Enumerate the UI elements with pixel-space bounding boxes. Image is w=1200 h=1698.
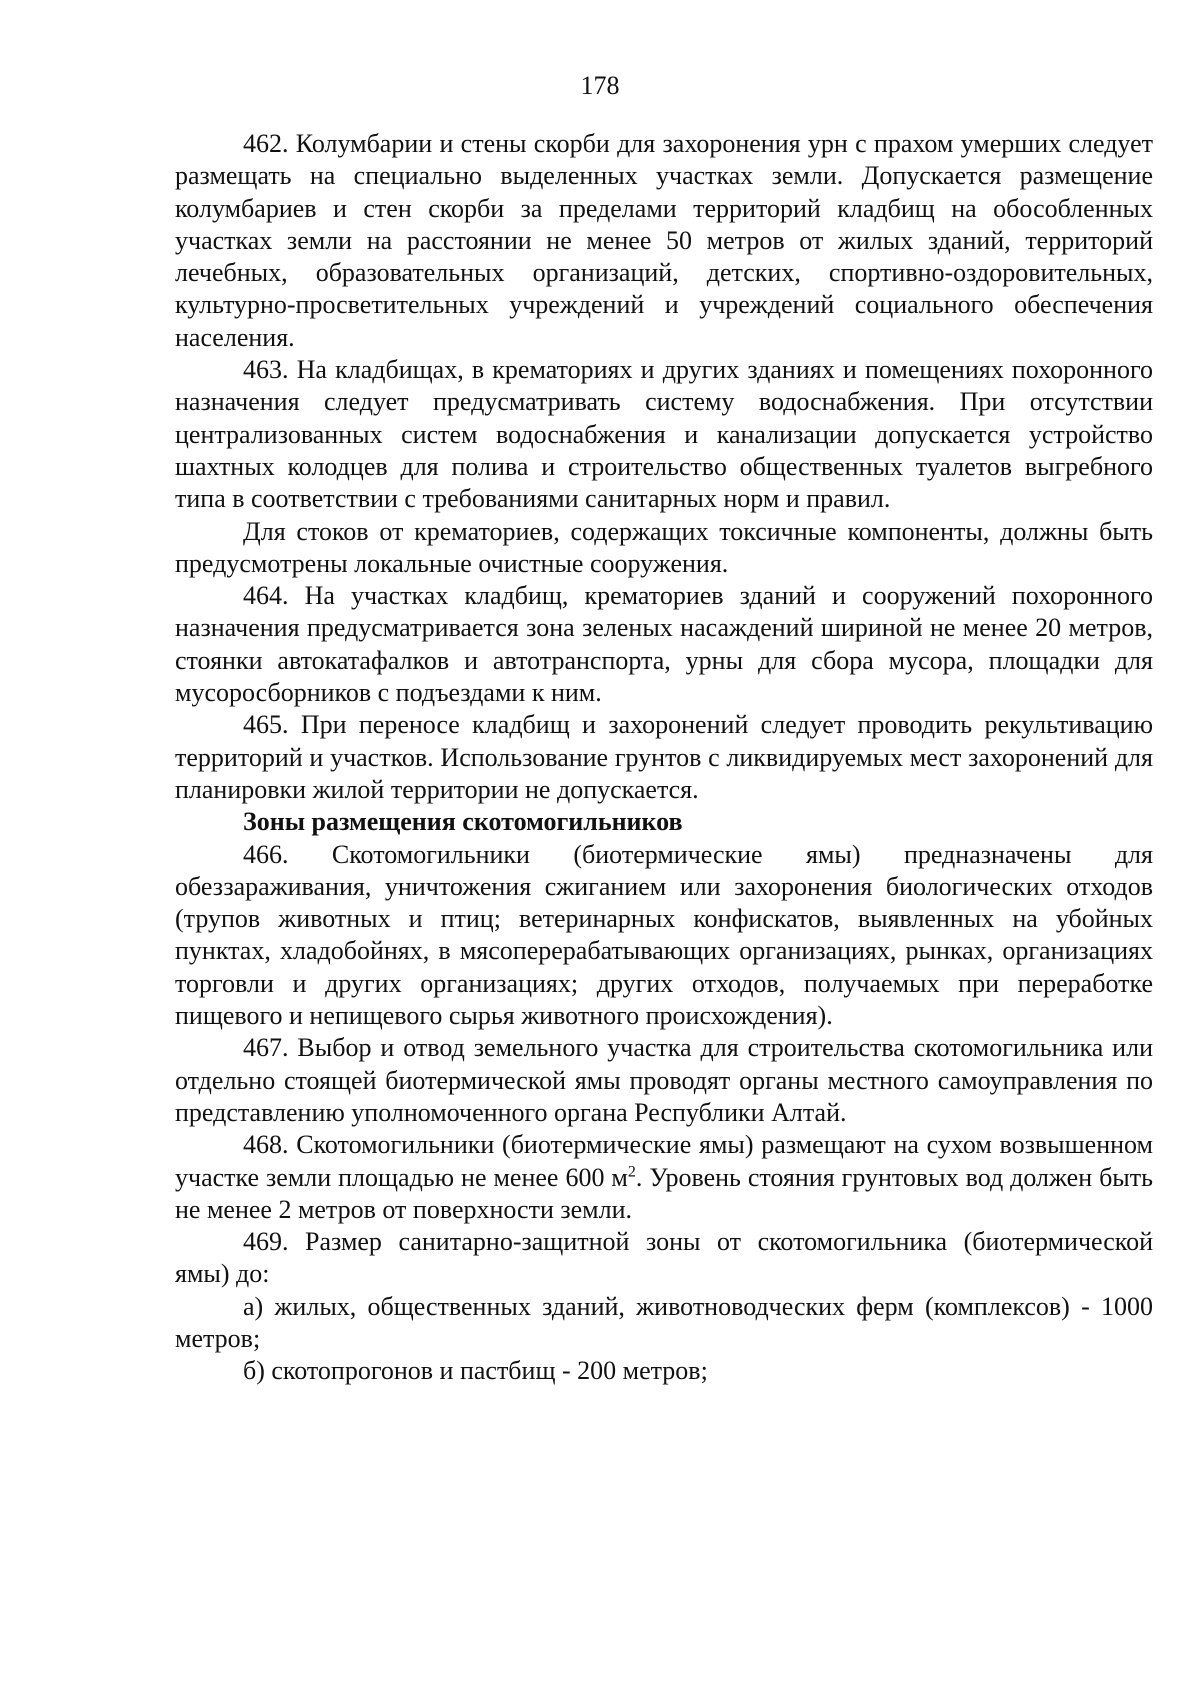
paragraph-464: 464. На участках кладбищ, крематориев зданий и сооружений похоронного назначения предусматривается зона зеленых насаждений шириной не менее 20 метров, стоянки автокатафалков и автотранспорта, урны для сбора мусора, площадки для мусоросборников с подъездами к ним. [175, 581, 1153, 708]
paragraph-469: 469. Размер санитарно-защитной зоны от скотомогильника (биотермической ямы) до: [175, 1227, 1153, 1289]
paragraph-468-text-start: 468. Скотомогильники (биотермические ямы) размещают на сухом возвышенном участке земли площадью не менее 600 м [175, 1130, 1153, 1192]
section-heading: Зоны размещения скотомогильников [243, 807, 683, 837]
document-body [175, 128, 1153, 1388]
paragraph-468 [175, 1129, 1153, 1226]
paragraph-462: 462. Колумбарии и стены скорби для захоронения урн с прахом умерших следует размещать на специально выделенных участках земли. Допускается размещение колумбариев и стен скорби за пределами территорий кладбищ на обособленных участках земли на расстоянии не менее 50 метров от жилых зданий, территорий лечебных, образовательных организаций, детских, спортивно-оздоровительных, культурно-просветительных учреждений и учреждений социального обеспечения населения. [175, 129, 1153, 352]
superscript-two: 2 [627, 1162, 636, 1180]
paragraph-467: 467. Выбор и отвод земельного участка для строительства скотомогильника или отдельно стоящей биотермической ямы проводят органы местного самоуправления по представлению уполномоченного органа Республики Алтай. [175, 1033, 1153, 1127]
page-number: 178 [580, 71, 620, 100]
paragraph-469-item-a: а) жилых, общественных зданий, животноводческих ферм (комплексов) - 1000 метров; [175, 1291, 1153, 1353]
paragraph-469-item-b: б) скотопрогонов и пастбищ - 200 метров; [243, 1356, 708, 1386]
paragraph-463-continuation: Для стоков от крематориев, содержащих токсичные компоненты, должны быть предусмотрены локальные очистные сооружения. [175, 516, 1153, 578]
paragraph-466: 466. Скотомогильники (биотермические ямы) предназначены для обеззараживания, уничтожения сжиганием или захоронения биологических отходов (трупов животных и птиц; ветеринарных конфискатов, выявленных на убойных пунктах, хладобойнях, в мясоперерабатывающих организациях, рынках, организациях торговли и других организациях; других отходов, получаемых при переработке пищевого и непищевого сырья животного происхождения). [175, 839, 1153, 1031]
paragraph-463: 463. На кладбищах, в крематориях и других зданиях и помещениях похоронного назначения следует предусматривать систему водоснабжения. При отсутствии централизованных систем водоснабжения и канализации допускается устройство шахтных колодцев для полива и строительство общественных туалетов выгребного типа в соответствии с требованиями санитарных норм и правил. [175, 355, 1153, 514]
paragraph-468-text-end: . Уровень стояния грунтовых вод должен быть не менее 2 метров от поверхности земли. [175, 1162, 1153, 1224]
paragraph-465: 465. При переносе кладбищ и захоронений следует проводить рекультивацию территорий и участков. Использование грунтов с ликвидируемых мест захоронений для планировки жилой территории не допускается. [175, 710, 1153, 804]
